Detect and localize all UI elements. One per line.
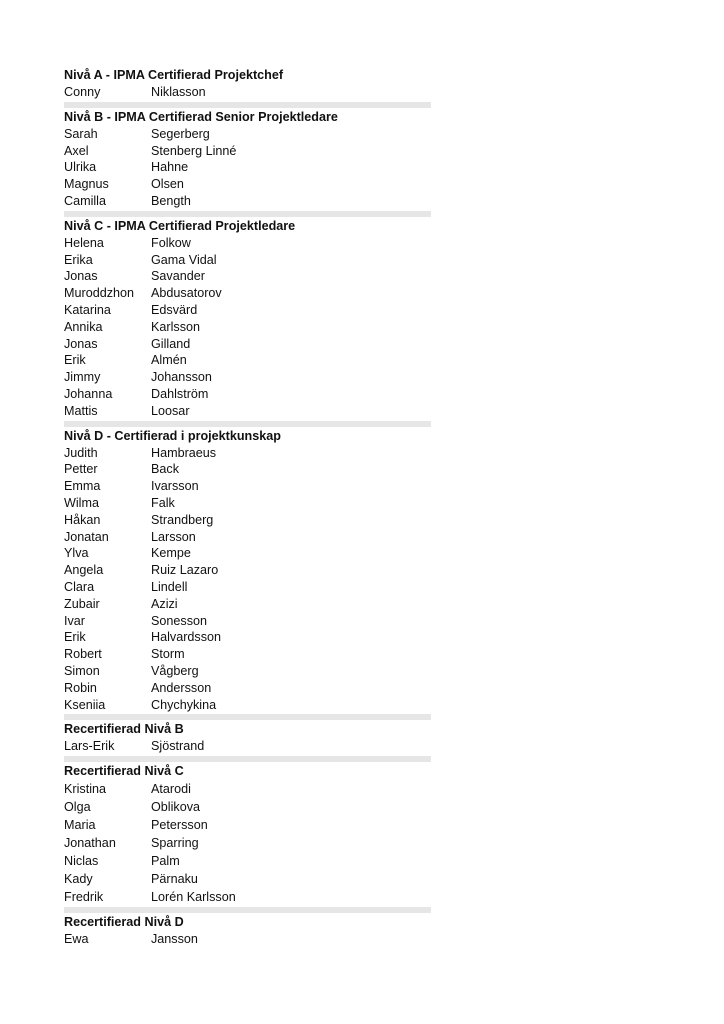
section	[64, 914, 431, 948]
person-row	[64, 888, 431, 906]
last-name: Sjöstrand	[151, 739, 205, 754]
person-row	[64, 495, 431, 512]
section-divider	[64, 421, 431, 427]
section-heading: Nivå C - IPMA Certifierad Projektledare	[64, 218, 296, 233]
last-name: Niklasson	[151, 85, 206, 99]
last-name: Kempe	[151, 546, 191, 561]
first-name: Jonas	[64, 269, 98, 284]
first-name: Conny	[64, 85, 101, 99]
first-name: Kristina	[64, 782, 106, 797]
person-row	[64, 285, 431, 302]
person-row	[64, 302, 431, 319]
person-row	[64, 176, 431, 193]
first-name: Sarah	[64, 126, 98, 141]
first-name: Johanna	[64, 386, 113, 401]
last-name: Bength	[151, 193, 191, 208]
first-name: Petter	[64, 462, 98, 477]
person-row	[64, 369, 431, 386]
first-name: Magnus	[64, 177, 109, 192]
first-name: Mattis	[64, 403, 98, 418]
section	[64, 428, 431, 721]
section-heading: Nivå A - IPMA Certifierad Projektchef	[64, 68, 284, 82]
section	[64, 763, 431, 913]
person-row	[64, 512, 431, 529]
person-row	[64, 252, 431, 269]
person-row	[64, 352, 431, 369]
person-row	[64, 579, 431, 596]
person-row	[64, 461, 431, 478]
last-name: Loosar	[151, 403, 190, 418]
last-name: Abdusatorov	[151, 286, 222, 301]
section	[64, 721, 431, 762]
person-row	[64, 386, 431, 403]
person-row	[64, 545, 431, 562]
section-heading: Recertifierad Nivå B	[64, 722, 184, 737]
first-name: Annika	[64, 319, 103, 334]
first-name: Jimmy	[64, 370, 101, 385]
person-row	[64, 596, 431, 613]
first-name: Ivar	[64, 613, 85, 628]
person-row	[64, 336, 431, 353]
section	[64, 109, 431, 217]
person-row	[64, 529, 431, 546]
last-name: Sparring	[151, 836, 199, 851]
certification-list	[64, 67, 431, 948]
last-name: Karlsson	[151, 319, 200, 334]
last-name: Sonesson	[151, 613, 208, 628]
last-name: Lindell	[151, 579, 188, 594]
person-row	[64, 445, 431, 462]
person-row	[64, 816, 431, 834]
last-name: Stenberg Linné	[151, 143, 237, 158]
first-name: Jonatan	[64, 529, 109, 544]
person-row	[64, 852, 431, 870]
person-row	[64, 646, 431, 663]
person-row	[64, 403, 431, 420]
first-name: Niclas	[64, 854, 99, 869]
first-name: Erik	[64, 630, 86, 645]
first-name: Muroddzhon	[64, 286, 135, 301]
last-name: Larsson	[151, 529, 196, 544]
last-name: Lorén Karlsson	[151, 890, 236, 905]
last-name: Ivarsson	[151, 479, 199, 494]
section	[64, 218, 431, 427]
first-name: Axel	[64, 143, 89, 158]
person-row	[64, 780, 431, 798]
person-row	[64, 478, 431, 495]
last-name: Ruiz Lazaro	[151, 563, 219, 578]
first-name: Erika	[64, 252, 93, 267]
first-name: Clara	[64, 579, 95, 594]
last-name: Petersson	[151, 818, 208, 833]
first-name: Fredrik	[64, 890, 104, 905]
last-name: Edsvärd	[151, 302, 198, 317]
first-name: Simon	[64, 663, 100, 678]
first-name: Robin	[64, 680, 97, 695]
first-name: Judith	[64, 445, 98, 460]
last-name: Gilland	[151, 336, 191, 351]
person-row	[64, 663, 431, 680]
section-heading: Nivå D - Certifierad i projektkunskap	[64, 428, 281, 443]
last-name: Palm	[151, 854, 180, 869]
last-name: Andersson	[151, 680, 212, 695]
last-name: Storm	[151, 647, 185, 662]
last-name: Falk	[151, 495, 175, 510]
section-divider	[64, 714, 431, 720]
person-row	[64, 562, 431, 579]
first-name: Zubair	[64, 596, 100, 611]
section-heading: Nivå B - IPMA Certifierad Senior Projektledare	[64, 109, 338, 124]
person-row	[64, 931, 431, 948]
person-row	[64, 798, 431, 816]
person-row	[64, 319, 431, 336]
person-row	[64, 834, 431, 852]
person-row	[64, 629, 431, 646]
person-row	[64, 680, 431, 697]
person-row	[64, 126, 431, 143]
person-row	[64, 268, 431, 285]
first-name: Ulrika	[64, 160, 97, 175]
person-row	[64, 143, 431, 160]
first-name: Ylva	[64, 546, 89, 561]
first-name: Katarina	[64, 302, 111, 317]
last-name: Olsen	[151, 177, 184, 192]
last-name: Johansson	[151, 370, 212, 385]
first-name: Jonas	[64, 336, 98, 351]
last-name: Hahne	[151, 160, 189, 175]
first-name: Kady	[64, 872, 93, 887]
first-name: Emma	[64, 479, 101, 494]
last-name: Gama Vidal	[151, 252, 217, 267]
last-name: Back	[151, 462, 179, 477]
person-row	[64, 84, 431, 101]
last-name: Savander	[151, 269, 205, 284]
last-name: Pärnaku	[151, 872, 198, 887]
last-name: Dahlström	[151, 386, 209, 401]
last-name: Segerberg	[151, 126, 210, 141]
last-name: Halvardsson	[151, 630, 221, 645]
first-name: Robert	[64, 647, 102, 662]
last-name: Vågberg	[151, 663, 199, 678]
first-name: Helena	[64, 235, 104, 250]
section	[64, 67, 431, 108]
first-name: Jonathan	[64, 836, 116, 851]
first-name: Maria	[64, 818, 96, 833]
section-heading: Recertifierad Nivå D	[64, 915, 184, 930]
first-name: Camilla	[64, 193, 106, 208]
first-name: Lars-Erik	[64, 739, 115, 754]
first-name: Håkan	[64, 512, 101, 527]
person-row	[64, 159, 431, 176]
last-name: Atarodi	[151, 782, 191, 797]
last-name: Azizi	[151, 596, 178, 611]
last-name: Strandberg	[151, 512, 214, 527]
section-divider	[64, 907, 431, 913]
last-name: Hambraeus	[151, 445, 217, 460]
person-row	[64, 613, 431, 630]
section-divider	[64, 756, 431, 762]
last-name: Chychykina	[151, 697, 217, 712]
first-name: Angela	[64, 563, 104, 578]
person-row	[64, 193, 431, 210]
person-row	[64, 870, 431, 888]
last-name: Jansson	[151, 932, 198, 947]
first-name: Olga	[64, 800, 91, 815]
first-name: Wilma	[64, 495, 99, 510]
first-name: Erik	[64, 353, 86, 368]
last-name: Oblikova	[151, 800, 200, 815]
first-name: Ewa	[64, 932, 89, 947]
first-name: Kseniia	[64, 697, 106, 712]
section-heading: Recertifierad Nivå C	[64, 764, 184, 779]
person-row	[64, 235, 431, 252]
last-name: Almén	[151, 353, 187, 368]
section-divider	[64, 211, 431, 217]
person-row	[64, 697, 431, 714]
person-row	[64, 738, 431, 755]
section-divider	[64, 102, 431, 108]
last-name: Folkow	[151, 235, 191, 250]
